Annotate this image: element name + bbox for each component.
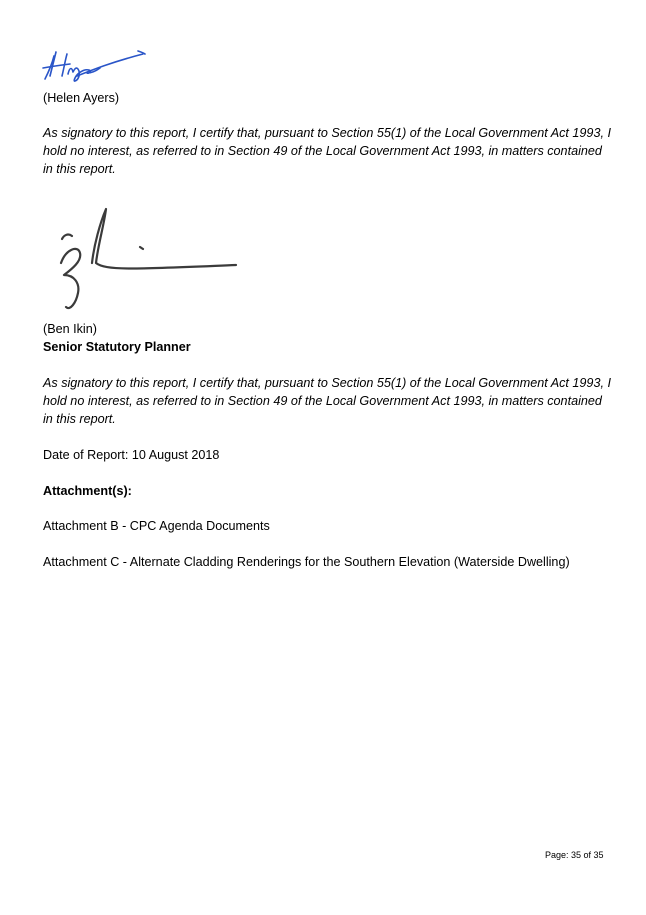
- attachment-item-c: Attachment C - Alternate Cladding Renderings for the Southern Elevation (Waterside Dwelling): [43, 555, 570, 569]
- report-date: Date of Report: 10 August 2018: [43, 448, 220, 462]
- attachment-item-b: Attachment B - CPC Agenda Documents: [43, 519, 270, 533]
- certification-statement-1: As signatory to this report, I certify that, pursuant to Section 55(1) of the Local Government Act 1993, I hold no interest, as referred to in Section 49 of the Local Government Act 1993, in matters contained in this report.: [43, 126, 611, 176]
- certification-statement-2: As signatory to this report, I certify that, pursuant to Section 55(1) of the Local Government Act 1993, I hold no interest, as referred to in Section 49 of the Local Government Act 1993, in matters contained in this report.: [43, 376, 611, 426]
- signature-ben-ikin: [48, 205, 240, 317]
- signatory-2-title: Senior Statutory Planner: [43, 340, 191, 354]
- signature-helen-ayers: [42, 46, 147, 84]
- page-number: Page: 35 of 35: [545, 850, 604, 860]
- signatory-1-name: (Helen Ayers): [43, 91, 120, 105]
- signatory-2-name: (Ben Ikin): [43, 322, 97, 336]
- attachments-heading: Attachment(s):: [43, 484, 132, 498]
